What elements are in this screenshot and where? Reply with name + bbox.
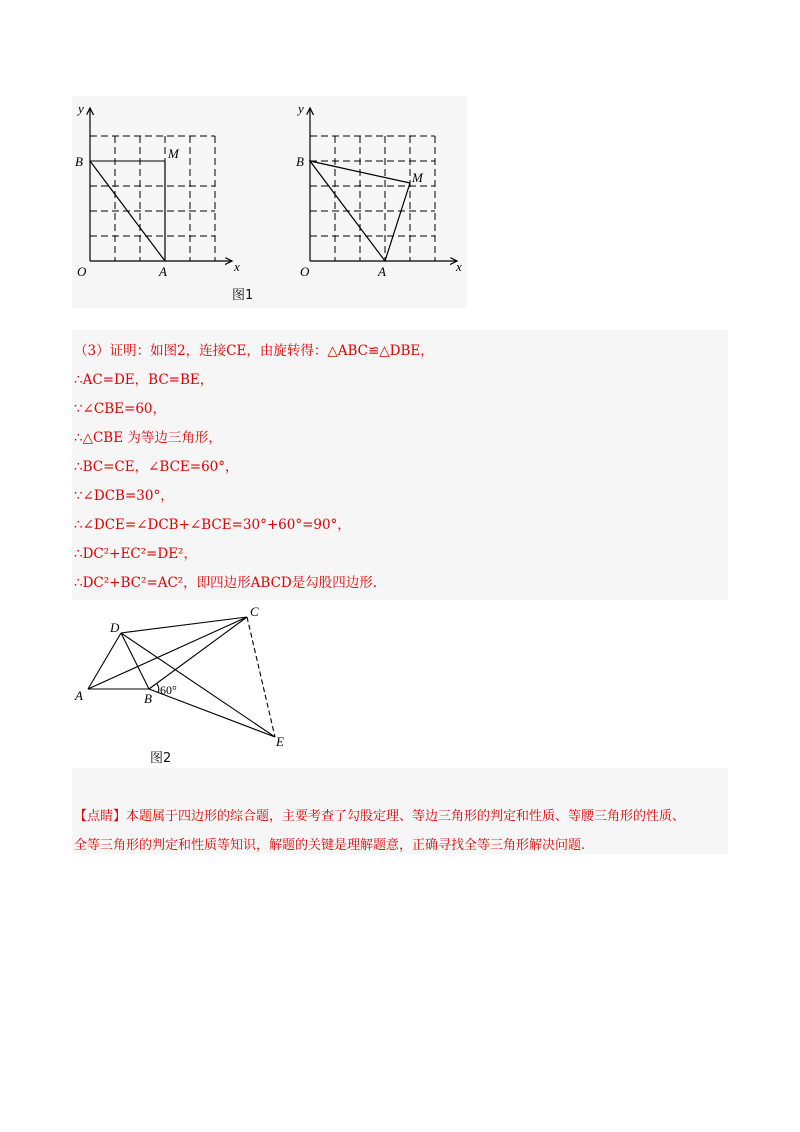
- point-b-label: B: [144, 691, 152, 706]
- solution-line-4: ∴△CBE 为等边三角形，: [74, 430, 222, 446]
- point-o-label: O: [300, 264, 310, 279]
- solution-line-6: ∵∠DCB=30°，: [74, 488, 174, 504]
- axis-y-label: y: [298, 101, 304, 116]
- figure-1-diagram: [72, 96, 467, 308]
- solution-line-9: ∴DC²+BC²=AC²，即四边形ABCD是勾股四边形.: [74, 575, 378, 591]
- axis-x-label: x: [234, 259, 240, 274]
- solution-line-7: ∴∠DCE=∠DCB+∠BCE=30°+60°=90°，: [74, 517, 351, 533]
- solution-line-3: ∵∠CBE=60，: [74, 401, 166, 417]
- axis-y-label: y: [78, 101, 84, 116]
- point-m-label: M: [168, 146, 179, 161]
- point-a-label: A: [75, 688, 83, 703]
- point-a-label: A: [159, 264, 167, 279]
- solution-line-1: （3）证明：如图2，连接CE，由旋转得：△ABC≌△DBE，: [74, 343, 434, 359]
- point-e-label: E: [276, 734, 284, 749]
- figure-2: [72, 600, 290, 768]
- point-m-label: M: [412, 170, 423, 185]
- point-o-label: O: [77, 264, 87, 279]
- figure-2-diagram: [72, 600, 290, 768]
- comment-line-1: 【点睛】本题属于四边形的综合题，主要考查了勾股定理、等边三角形的判定和性质、等腰三角形的性质、: [74, 809, 686, 824]
- solution-line-2: ∴AC=DE，BC=BE，: [74, 372, 214, 388]
- solution-line-5: ∴BC=CE，∠BCE=60°，: [74, 459, 239, 475]
- figure-1: [72, 96, 467, 308]
- point-b-label: B: [75, 154, 83, 169]
- figure-1-caption: 图1: [232, 288, 254, 303]
- point-a-label: A: [378, 264, 386, 279]
- comment-line-2: 全等三角形的判定和性质等知识，解题的关键是理解题意，正确寻找全等三角形解决问题.: [74, 838, 586, 853]
- figure-2-caption: 图2: [150, 751, 172, 766]
- angle-label: 60°: [160, 683, 177, 697]
- axis-x-label: x: [456, 259, 462, 274]
- figure-1-right-graph: [296, 101, 462, 279]
- point-b-label: B: [296, 154, 304, 169]
- point-d-label: D: [110, 620, 120, 635]
- point-c-label: C: [250, 604, 259, 619]
- solution-line-8: ∴DC²+EC²=DE²，: [74, 546, 197, 562]
- figure-1-left-graph: [75, 101, 240, 279]
